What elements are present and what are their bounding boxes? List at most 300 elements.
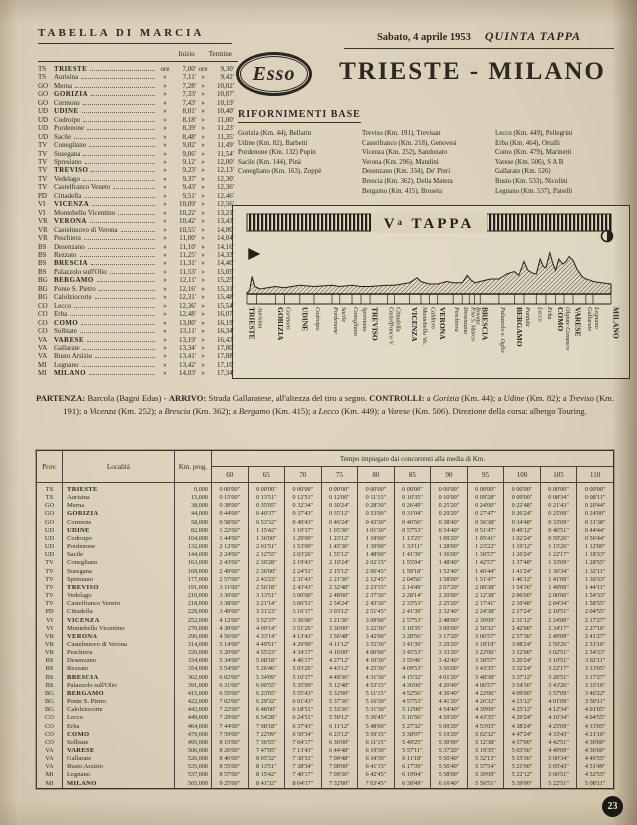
time-cell: 2 32'48" — [321, 584, 358, 592]
time-cell: 4 36'00" — [577, 747, 614, 755]
partenza-segment: (Km. 362); a — [190, 405, 239, 416]
refuel-item: Gorizia (Km. 44), Bellarin — [238, 130, 312, 137]
schedule-locality: Legnano — [54, 360, 79, 369]
km-header: Km. prog. — [175, 451, 212, 483]
schedule-start-time: 11,25' — [179, 250, 196, 259]
localita-cell: UDINE — [63, 527, 175, 535]
table-row — [37, 527, 614, 535]
time-cell: 6 38'49" — [394, 780, 431, 789]
schedule-row — [38, 217, 234, 225]
schedule-prov: VA — [38, 343, 48, 352]
ore-marker: » — [163, 318, 167, 327]
time-cell: 0 40'37" — [248, 510, 285, 518]
dot-leader — [75, 86, 155, 88]
time-cell: 7 00'48" — [321, 755, 358, 763]
schedule-prov: TV — [38, 149, 48, 158]
table-row — [37, 780, 614, 789]
time-cell: 2 48'00" — [431, 617, 468, 625]
time-cell: 7 29'00" — [212, 714, 249, 722]
schedule-start-time: 7,28' — [182, 81, 196, 90]
schedule-prov: TV — [38, 157, 48, 166]
tempo-span-header: Tempo impiegato dai concorrenti alla media di Km. — [212, 451, 614, 467]
schedule-end-time: 14,16' — [216, 242, 234, 251]
time-cell: 3 55'46" — [394, 657, 431, 665]
profile-label: Pordenone — [332, 307, 340, 334]
time-cell: 3 20'24" — [504, 657, 541, 665]
km-cell: 565,000 — [175, 780, 212, 789]
schedule-prov: VR — [38, 217, 48, 226]
time-cell: 4 25'30" — [358, 665, 395, 673]
schedule-locality: Peschiera — [54, 234, 81, 243]
schedule-prov: BS — [38, 259, 47, 268]
refuel-item: Vicenza (Km. 252), Sandonato — [362, 149, 448, 157]
time-cell: 5 09'20" — [431, 723, 468, 731]
schedule-row — [38, 175, 234, 183]
time-cell: 2 24'38" — [467, 608, 504, 616]
time-cell: 0 22'48" — [504, 502, 541, 510]
time-cell: 1 30'57" — [467, 551, 504, 559]
time-cell: 7 04'17" — [285, 739, 322, 747]
ore-marker: » — [201, 335, 205, 344]
partenza-segment: (Km. 82); a — [524, 393, 569, 403]
localita-cell: Susegana — [63, 568, 175, 576]
table-row — [37, 698, 614, 706]
profile-label: TRIESTE — [247, 307, 257, 340]
profile-label: Legnano — [592, 307, 600, 329]
time-cell: 3 45'53" — [394, 649, 431, 657]
time-cell: 1 36'00" — [431, 551, 468, 559]
km-cell: 334,000 — [175, 657, 212, 665]
schedule-row — [38, 285, 234, 293]
time-cell: 1 28'55" — [577, 559, 614, 567]
schedule-locality: BRESCIA — [54, 259, 88, 268]
time-cell: 3 10'35" — [394, 625, 431, 633]
dot-leader — [83, 348, 155, 350]
dot-leader — [97, 280, 155, 282]
ore-marker: » — [163, 98, 167, 107]
time-cell: 5 59'12" — [321, 714, 358, 722]
time-cell: 3 43'26" — [540, 682, 577, 690]
schedule-locality: Cormons — [54, 98, 80, 107]
km-cell: 229,000 — [175, 608, 212, 616]
profile-label: Gallarate — [585, 307, 593, 332]
schedule-end-time: 9,30' — [220, 65, 234, 73]
time-cell: 2 57'36" — [504, 633, 541, 641]
left-title: TABELLA DI MARCIA — [38, 27, 205, 39]
localita-cell: Palazzolo sull'Olio — [63, 682, 175, 690]
schedule-end-time: 11,00' — [217, 115, 234, 124]
ore-marker: » — [163, 225, 167, 234]
ore-marker: » — [201, 217, 205, 226]
partenza-segment: CONTROLLI: — [369, 393, 427, 403]
time-cell: 3 37'12" — [504, 674, 541, 682]
prov-cell: BG — [37, 698, 63, 706]
schedule-end-time: 14,00' — [216, 225, 234, 234]
schedule-locality: Rezzato — [54, 250, 77, 259]
ore-marker: » — [201, 310, 205, 319]
race-title: TRIESTE - MILANO — [339, 58, 606, 85]
schedule-start-time: 12,16' — [178, 284, 196, 293]
schedule-row — [38, 82, 234, 90]
time-cell: 3 57'09" — [540, 690, 577, 698]
time-cell: 6 23'05" — [248, 690, 285, 698]
partenza-paragraph — [36, 392, 614, 417]
localita-cell: MILANO — [63, 780, 175, 789]
time-cell: 2 57'53" — [394, 617, 431, 625]
time-cell: 5 34'00" — [212, 657, 249, 665]
time-cell: 2 28'14" — [394, 592, 431, 600]
time-cell: 2 24'00" — [212, 551, 249, 559]
localita-cell: Conegliano — [63, 559, 175, 567]
time-cell: 4 22'06" — [467, 690, 504, 698]
schedule-start-time: 8,39' — [182, 124, 196, 133]
schedule-row — [38, 336, 234, 344]
schedule-prov: BS — [38, 250, 47, 259]
partenza-segment: Strada Gallaratese, all'altezza del tiro a segno. — [208, 393, 370, 403]
schedule-prov: CO — [38, 301, 48, 310]
dot-leader — [83, 103, 155, 105]
partenza-segment: Vicenza — [89, 405, 117, 416]
time-cell: 5 56'40" — [431, 763, 468, 771]
time-cell: 4 10'30" — [358, 657, 395, 665]
time-cell: 0 30'24" — [321, 502, 358, 510]
time-cell: 4 49'09" — [540, 747, 577, 755]
ore-marker: » — [201, 191, 205, 200]
schedule-row — [38, 259, 234, 267]
time-cell: 6 18'51" — [285, 706, 322, 714]
time-cell: 2 27'16" — [577, 625, 614, 633]
time-cell: 0 38'00" — [212, 502, 249, 510]
prov-cell: VA — [37, 747, 63, 755]
dot-leader — [110, 272, 155, 274]
schedule-end-time: 10,07' — [216, 90, 234, 99]
table-row — [37, 771, 614, 779]
time-cell: 5 37'54" — [467, 763, 504, 771]
table-row — [37, 608, 614, 616]
schedule-end-time: 11,35' — [217, 132, 234, 141]
time-cell: 1 41'39" — [394, 551, 431, 559]
time-cell: 2 48'00" — [321, 592, 358, 600]
schedule-row — [38, 107, 234, 115]
dot-leader — [113, 187, 155, 189]
prov-cell: BS — [37, 665, 63, 673]
time-cell: 0 25'09" — [540, 510, 577, 518]
time-cell: 6 16'40" — [431, 780, 468, 789]
time-cell: 0 08'34" — [540, 494, 577, 502]
time-cell: 2 19'43" — [285, 559, 322, 567]
time-cell: 0 33'00" — [358, 510, 395, 518]
time-cell: 2 17'41" — [467, 600, 504, 608]
schedule-row — [38, 209, 234, 217]
partenza-segment: Lecco — [318, 405, 340, 416]
schedule-end-time: 12,30' — [216, 174, 234, 183]
time-cell: 6 50'34" — [285, 731, 322, 739]
schedule-start-time: 9,23' — [182, 166, 196, 175]
prov-cell: TV — [37, 568, 63, 576]
schedule-prov: TV — [38, 166, 48, 175]
time-cell: 4 39'09" — [467, 706, 504, 714]
time-cell: 1 53'09" — [285, 543, 322, 551]
time-cell: 6 02'00" — [212, 674, 249, 682]
schedule-row — [38, 90, 234, 98]
time-cell: 0 31'38" — [577, 519, 614, 527]
time-cell: 2 12'45" — [358, 576, 395, 584]
profile-label: COMO — [556, 307, 566, 332]
time-cell: 3 49'00" — [212, 608, 249, 616]
prov-cell: GO — [37, 519, 63, 527]
schedule-row — [38, 369, 234, 377]
schedule-row — [38, 226, 234, 234]
table-row — [37, 584, 614, 592]
prov-cell: BG — [37, 706, 63, 714]
time-cell: 7 22'09" — [248, 731, 285, 739]
schedule-prov: MI — [38, 369, 47, 378]
time-cell: 4 12'34" — [540, 706, 577, 714]
prov-cell: BS — [37, 674, 63, 682]
refuel-item: Gallarate (Km. 526) — [495, 168, 551, 176]
time-cell: 2 25'20" — [431, 600, 468, 608]
time-cell: 3 31'23" — [248, 608, 285, 616]
prov-cell: TV — [37, 576, 63, 584]
schedule-start-time: 13,41' — [178, 352, 196, 361]
time-cell: 5 30'00" — [431, 739, 468, 747]
time-cell: 8 13'51" — [248, 763, 285, 771]
time-cell: 1 18'33" — [577, 551, 614, 559]
km-cell: 38,000 — [175, 502, 212, 510]
km-cell: 44,000 — [175, 510, 212, 518]
time-cell: 4 43'12" — [321, 665, 358, 673]
ore-marker: » — [201, 157, 205, 166]
time-cell: 7 47'05" — [248, 747, 285, 755]
time-cell: 6 24'51" — [285, 714, 322, 722]
schedule-end-time: 10,19' — [216, 98, 234, 107]
km-cell: 314,000 — [175, 641, 212, 649]
time-cell: 2 17'24" — [504, 608, 541, 616]
time-cell: 0 09'00" — [504, 494, 541, 502]
partenza-segment: (Km. 191); a — [63, 393, 614, 416]
dot-leader — [84, 196, 155, 198]
speed-header: 110 — [577, 467, 614, 483]
time-cell: 5 58'00" — [431, 771, 468, 779]
time-cell: 3 03'12" — [321, 608, 358, 616]
table-row — [37, 763, 614, 771]
time-cell: 0 12'00" — [321, 494, 358, 502]
prov-cell: VR — [37, 649, 63, 657]
prov-cell: CO — [37, 714, 63, 722]
time-cell: 2 02'15" — [358, 559, 395, 567]
localita-cell: Peschiera — [63, 649, 175, 657]
schedule-locality: Codroipo — [54, 115, 81, 124]
time-cell: 1 46'44" — [467, 568, 504, 576]
time-cell: 4 25'09" — [540, 723, 577, 731]
km-cell: 391,000 — [175, 682, 212, 690]
localita-cell: Cormons — [63, 519, 175, 527]
localita-cell: Calolziocorte — [63, 706, 175, 714]
dot-leader — [90, 69, 155, 71]
time-cell: 6 36'00" — [321, 739, 358, 747]
time-cell: 5 19'20" — [431, 731, 468, 739]
schedule-end-time: 11,23' — [217, 124, 234, 133]
time-cell: 8 41'32" — [248, 780, 285, 789]
refuel-item: Como (Km. 479), Marinetti — [495, 149, 572, 157]
time-cell: 2 10'51" — [540, 608, 577, 616]
partenza-segment: Barcola (Bagni Edas) - — [87, 393, 169, 403]
schedule-prov: CO — [38, 327, 48, 336]
schedule-end-time: 17,00' — [216, 343, 234, 352]
time-cell: 2 42'00" — [504, 625, 541, 633]
speed-header: 100 — [504, 467, 541, 483]
schedule-prov: BG — [38, 284, 48, 293]
time-cell: 4 27'12" — [321, 657, 358, 665]
table-row — [37, 641, 614, 649]
banner-title: Va TAPPA — [383, 216, 475, 232]
time-cell: 6 55'00" — [212, 690, 249, 698]
time-cell: 4 43'35" — [467, 714, 504, 722]
localita-cell: VICENZA — [63, 617, 175, 625]
partenza-segment: (Km. 415); a — [270, 405, 319, 416]
stage-date: Sabato, 4 aprile 1953 — [376, 32, 471, 43]
time-cell: 4 12'00" — [212, 617, 249, 625]
time-cell: 4 13'12" — [504, 698, 541, 706]
time-cell: 5 15'36" — [504, 755, 541, 763]
ore-marker: » — [163, 250, 167, 259]
time-cell: 4 25'12" — [504, 706, 541, 714]
time-cell: 0 00'00" — [467, 483, 504, 495]
time-cell: 0 12'51" — [285, 494, 322, 502]
dot-leader — [81, 77, 155, 79]
time-cell: 1 44'00" — [212, 535, 249, 543]
time-cell: 5 36'45" — [358, 714, 395, 722]
schedule-locality: Spresiano — [54, 157, 82, 166]
time-cell: 1 51'47" — [467, 576, 504, 584]
prov-cell: BS — [37, 682, 63, 690]
time-cell: 2 43'00" — [212, 559, 249, 567]
time-cell: 2 12'55" — [248, 551, 285, 559]
time-cell: 0 28'30" — [358, 502, 395, 510]
time-cell: 4 00'00" — [358, 649, 395, 657]
time-cell: 1 52'40" — [431, 568, 468, 576]
schedule-prov: VR — [38, 225, 48, 234]
refuel-item: Varese (Km. 506), S A B — [495, 158, 564, 166]
localita-cell: BRESCIA — [63, 674, 175, 682]
speed-header: 70 — [285, 467, 322, 483]
profile-label: Pontida — [524, 307, 532, 327]
speed-header: 75 — [321, 467, 358, 483]
time-cell: 2 31'12" — [504, 617, 541, 625]
time-cell: 1 54'36" — [504, 584, 541, 592]
time-cell: 6 31'00" — [212, 682, 249, 690]
time-cell: 0 38'40" — [431, 519, 468, 527]
ore-marker: » — [163, 191, 167, 200]
time-cell: 3 18'19" — [467, 641, 504, 649]
time-cell: 2 17'27" — [577, 617, 614, 625]
ore-marker: » — [163, 259, 167, 268]
time-cell: 5 19'35" — [467, 747, 504, 755]
localita-cell: Pordenone — [63, 543, 175, 551]
time-cell: 2 36'00" — [248, 568, 285, 576]
localita-cell: Legnano — [63, 771, 175, 779]
localita-cell: Spresiano — [63, 576, 175, 584]
time-cell: 4 53'15" — [358, 682, 395, 690]
localita-cell: Gallarate — [63, 755, 175, 763]
km-cell: 270,000 — [175, 625, 212, 633]
schedule-row — [38, 166, 234, 174]
profile-label: Caldiero — [429, 307, 437, 329]
time-cell: 0 54'40" — [431, 527, 468, 535]
time-cell: 1 33'11" — [394, 543, 431, 551]
km-cell: 449,000 — [175, 714, 212, 722]
time-cell: 0 49'43" — [285, 519, 322, 527]
schedule-start-time: 11,31' — [179, 259, 196, 268]
time-cell: 4 09'14" — [248, 625, 285, 633]
left-header — [38, 27, 232, 44]
table-row — [37, 633, 614, 641]
time-cell: 1 12'00" — [577, 543, 614, 551]
km-cell: 82,000 — [175, 527, 212, 535]
col-termine-label: Termine — [208, 50, 232, 58]
profile-label: TREVISO — [370, 307, 380, 341]
time-cell: 5 11'15" — [358, 690, 395, 698]
schedule-locality: COMO — [54, 318, 79, 327]
rifornimenti-columns — [238, 129, 620, 196]
dot-leader — [99, 289, 155, 291]
time-cell: 0 00'00" — [540, 483, 577, 495]
profile-label: VICENZA — [409, 307, 419, 342]
time-cell: 1 41'09" — [540, 576, 577, 584]
schedule-end-time: 15,54' — [216, 301, 234, 310]
time-cell: 1 19'12" — [504, 543, 541, 551]
time-cell: 6 11'15" — [358, 739, 395, 747]
partenza-segment: Udine — [503, 393, 525, 403]
schedule-start-time: 7,43' — [182, 98, 196, 107]
time-cell: 1 37'48" — [504, 559, 541, 567]
profile-label: Cormons — [284, 307, 292, 330]
time-cell: 3 09'00" — [358, 617, 395, 625]
localita-cell: Aurisina — [63, 494, 175, 502]
ore-marker: » — [201, 81, 205, 90]
time-cell: 5 08'18" — [248, 657, 285, 665]
schedule-row — [38, 344, 234, 352]
schedule-row — [38, 327, 234, 335]
ore-marker: » — [201, 343, 205, 352]
time-cell: 1 58'00" — [431, 576, 468, 584]
ore-marker: » — [163, 217, 167, 226]
table-row — [37, 535, 614, 543]
time-cell: 4 15'32" — [394, 674, 431, 682]
time-cell: 0 20'44" — [577, 502, 614, 510]
km-cell: 537,000 — [175, 771, 212, 779]
schedule-end-time: 16,19' — [216, 318, 234, 327]
refuel-item: Castelfranco (Km. 218), Genovesi — [362, 139, 457, 147]
schedule-prov: UD — [38, 115, 49, 124]
time-cell: 4 57'00" — [504, 739, 541, 747]
partenza-segment: ARRIVO: — [168, 393, 209, 403]
time-cell: 1 36'00" — [248, 535, 285, 543]
table-row — [37, 576, 614, 584]
time-cell: 0 35'12" — [321, 510, 358, 518]
dot-leader — [83, 154, 155, 156]
prov-cell: UD — [37, 535, 63, 543]
schedule-end-time: 16,07' — [216, 310, 234, 319]
time-cell: 4 56'00" — [212, 633, 249, 641]
schedule-locality: Calolziocorte — [54, 293, 92, 302]
ore-marker: » — [163, 267, 167, 276]
schedule-prov: TS — [38, 73, 47, 82]
ore-marker: » — [163, 149, 167, 158]
table-row — [37, 665, 614, 673]
time-cell: 4 21'16" — [577, 731, 614, 739]
km-cell: 163,000 — [175, 559, 212, 567]
